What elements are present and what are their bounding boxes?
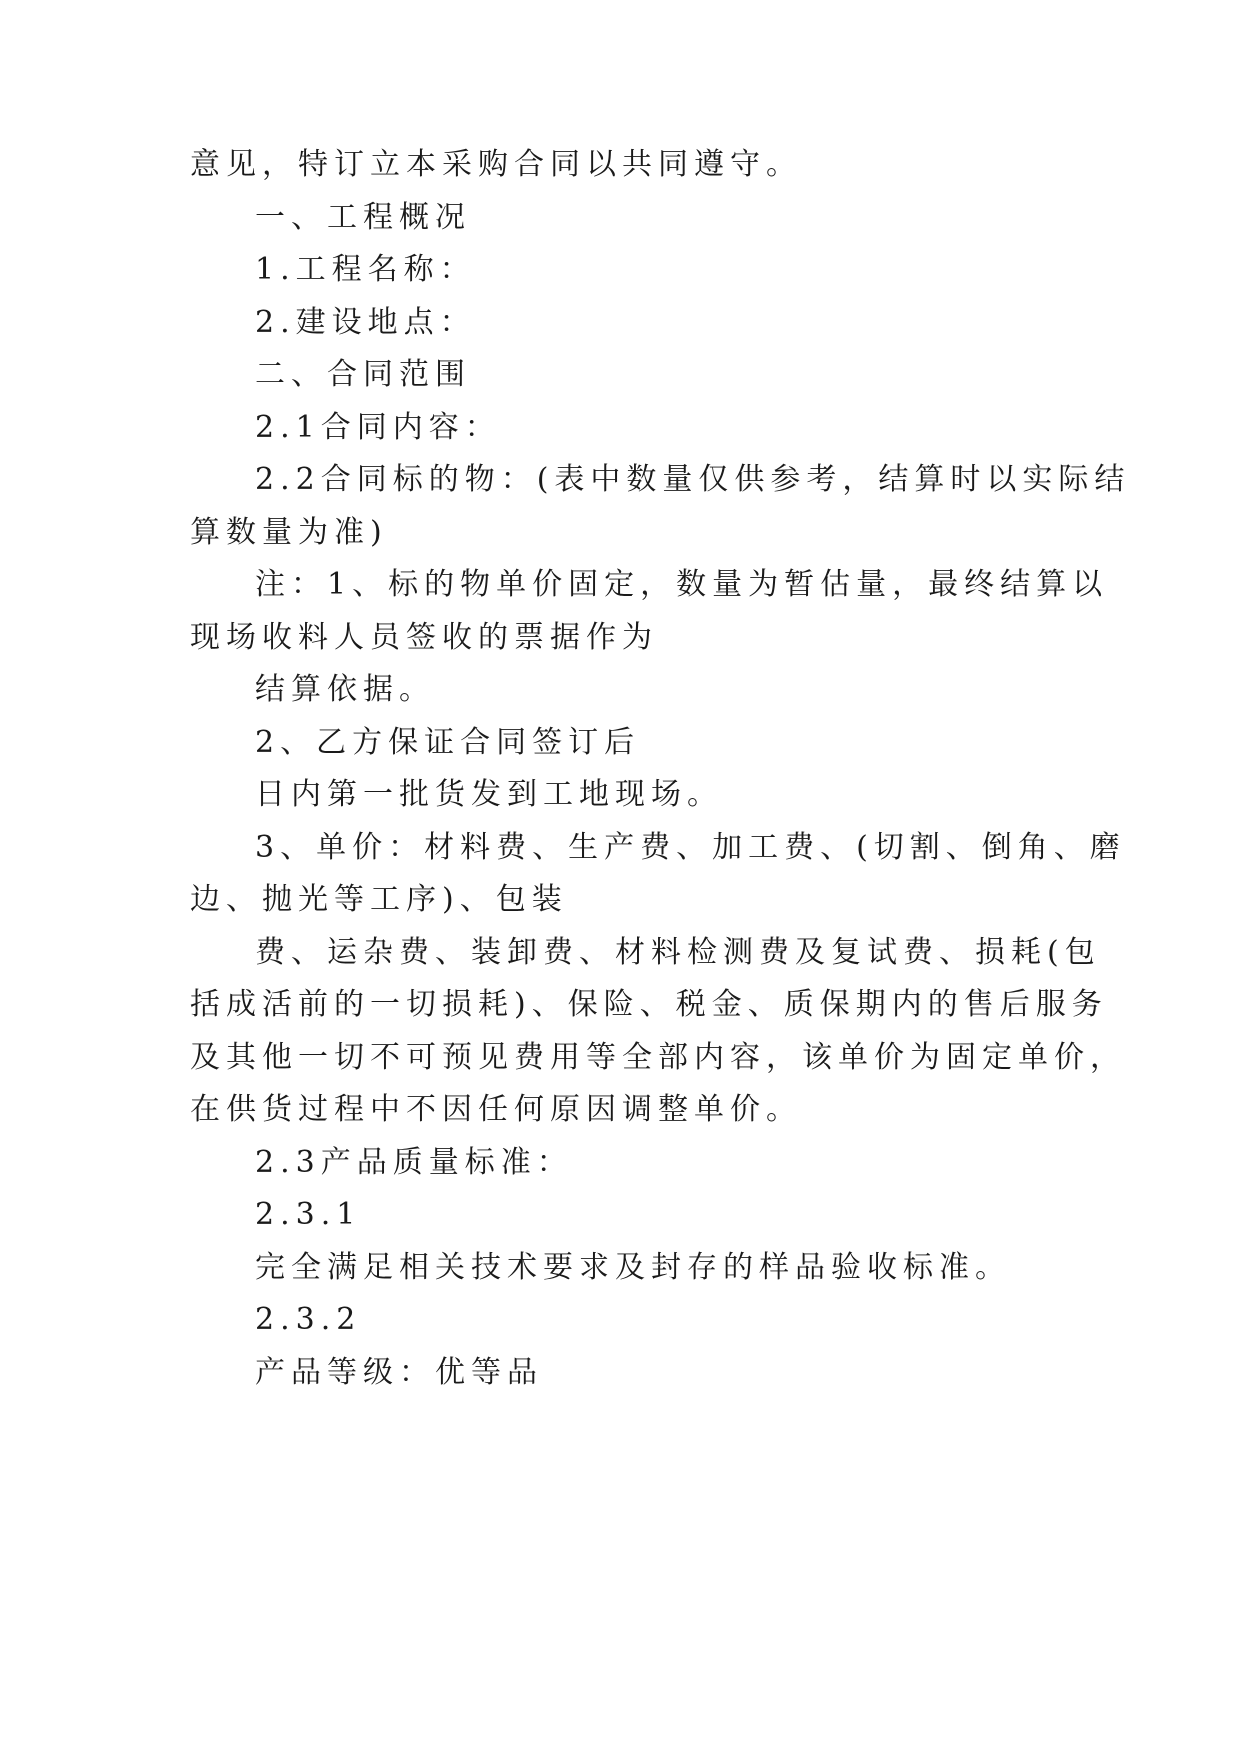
paragraph-line: 1.工程名称：: [255, 252, 476, 287]
paragraph-line: 2、乙方保证合同签订后: [255, 725, 641, 760]
paragraph-line: 完全满足相关技术要求及封存的样品验收标准。: [255, 1250, 1011, 1285]
paragraph-line: 现场收料人员签收的票据作为: [190, 620, 658, 655]
paragraph-line: 2.建设地点：: [255, 305, 476, 340]
paragraph-line: 2.2合同标的物：(表中数量仅供参考，结算时以实际结: [255, 462, 1131, 497]
paragraph-line: 3、单价：材料费、生产费、加工费、(切割、倒角、磨: [255, 830, 1126, 865]
paragraph-line: 及其他一切不可预见费用等全部内容，该单价为固定单价，: [190, 1040, 1126, 1075]
paragraph-line: 2.3产品质量标准：: [255, 1145, 573, 1180]
section-heading: 二、合同范围: [255, 357, 471, 392]
paragraph-line: 在供货过程中不因任何原因调整单价。: [190, 1092, 802, 1127]
paragraph-line: 费、运杂费、装卸费、材料检测费及复试费、损耗(包: [255, 935, 1101, 970]
paragraph-line: 2.1合同内容：: [255, 410, 501, 445]
paragraph-line: 产品等级：优等品: [255, 1355, 543, 1390]
paragraph-line: 注：1、标的物单价固定，数量为暂估量，最终结算以: [255, 567, 1109, 602]
paragraph-line: 算数量为准): [190, 515, 388, 550]
paragraph-line: 括成活前的一切损耗)、保险、税金、质保期内的售后服务: [190, 987, 1108, 1022]
paragraph-line: 日内第一批货发到工地现场。: [255, 777, 723, 812]
paragraph-line: 结算依据。: [255, 672, 435, 707]
paragraph-line: 意见，特订立本采购合同以共同遵守。: [190, 147, 802, 182]
paragraph-line: 边、抛光等工序)、包装: [190, 882, 568, 917]
section-heading: 一、工程概况: [255, 200, 471, 235]
paragraph-line: 2.3.2: [255, 1302, 362, 1337]
paragraph-line: 2.3.1: [255, 1197, 362, 1232]
